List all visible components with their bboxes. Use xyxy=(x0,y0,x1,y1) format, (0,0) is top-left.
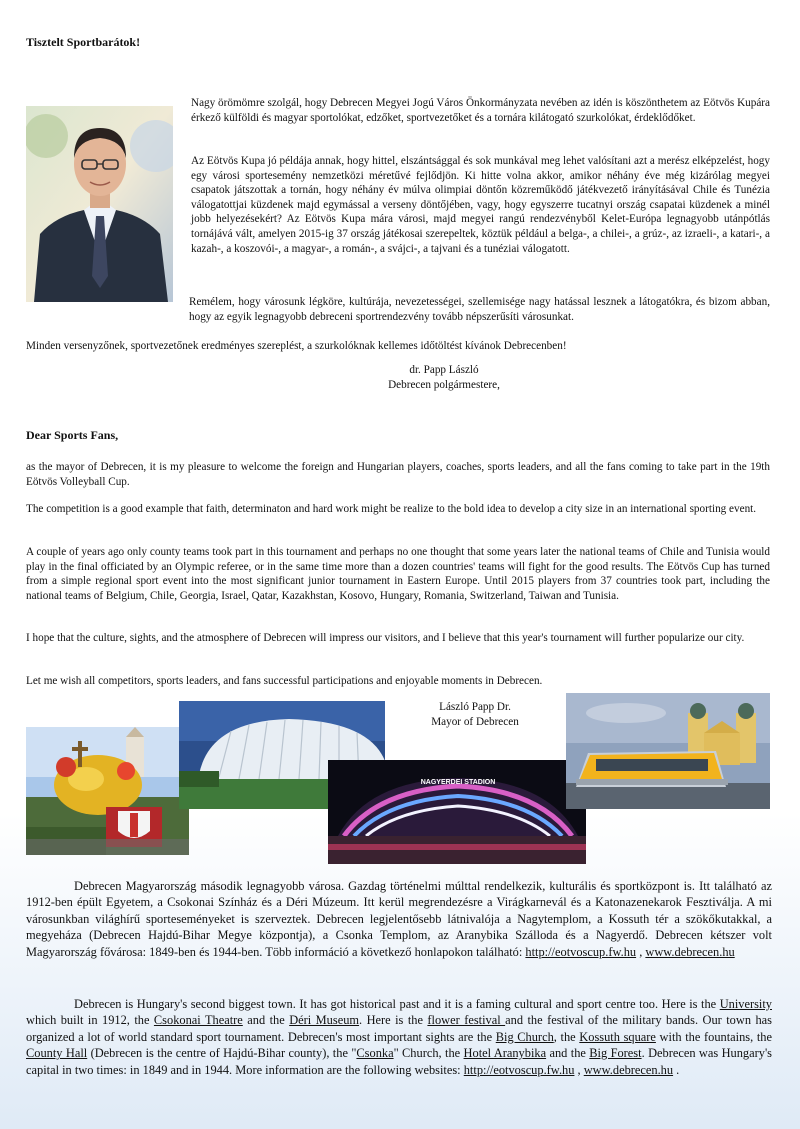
en-greeting: Dear Sports Fans, xyxy=(26,428,119,442)
city-en-t7: with the fountains, the xyxy=(655,1029,773,1044)
big-forest-link[interactable]: Big Forest xyxy=(589,1046,642,1061)
en-paragraph-1: as the mayor of Debrecen, it is my pleasure to welcome the foreign and Hungarian players, coaches, sports leaders, and all the fans coming to take part in the 19th Eötvös Volleyball Cup. xyxy=(26,461,770,488)
county-hall-link[interactable]: County Hall xyxy=(26,1046,88,1061)
city-en-t4: . Here is the xyxy=(359,1013,428,1028)
museum-link[interactable]: Déri Museum xyxy=(289,1013,360,1028)
tram-church-drawing xyxy=(566,693,770,809)
en-signature-name: László Papp Dr. xyxy=(439,701,511,713)
eotvoscup-link-hu[interactable]: http://eotvoscup.fw.hu xyxy=(525,944,637,959)
hu-paragraph-4: Minden versenyzőnek, sportvezetőnek eredményes szereplést, a szurkolóknak kellemes időtöltést kívánok Debrecenben! xyxy=(26,340,567,352)
city-en-t8: (Debrecen is the centre of Hajdú-Bihar county), the " xyxy=(87,1046,357,1061)
flower-carnival-drawing xyxy=(26,727,189,855)
hu-signature-name: dr. Papp László xyxy=(409,364,479,376)
hu-paragraph-1: Nagy örömömre szolgál, hogy Debrecen Megyei Jogú Város Önkormányzata nevében az idén is köszönthetem az Eötvös Kupára érkező külföldi és magyar sportolókat, edzőket, sportvezetőket és a tornára kilátogató szurkolókat, érdeklődőket. xyxy=(191,97,770,124)
city-hu-text: Debrecen Magyarország második legnagyobb városa. Gazdag történelmi múlttal rendelkezik, kulturális és sportközpont is. Itt található az 1912-ben épült Egyetem, a Csokonai Színház és a Déri Múzeum. Itt kerül megrendezésre a Virágkarnevál és a Katonazenekarok Fesztiválja. A mi városunkban világhírű sporteseményeket is szerveztek. Debrecen legjelentősebb látnivalója a Nagytemplom, a Kossuth tér a szökőkutakkal, a megyeháza (Debrecen Hajdú-Bihar Megye központja), a Csonka Templom, az Aranybika Szálloda és a Nagyerdő. Debrecen kétszer volt Magyarország fővárosa: 1849-ben és 1944-ben. Több információ a következő honlapokon található: xyxy=(26,879,772,959)
stadium-night-photo xyxy=(328,760,586,864)
en-signature-title: Mayor of Debrecen xyxy=(431,715,519,728)
city-en-t2: which built in 1912, the xyxy=(26,1013,154,1028)
en-signature xyxy=(400,700,550,729)
en-paragraph-4: I hope that the culture, sights, and the atmosphere of Debrecen will impress our visitors, and I believe that this year's tournament will further popularize our city. xyxy=(26,632,745,644)
hu-signature-title: Debrecen polgármestere, xyxy=(388,378,500,391)
hu-greeting: Tisztelt Sportbarátok! xyxy=(26,35,141,49)
stadium-sign-text: NAGYERDEI STADION xyxy=(420,779,496,786)
city-en-t1: Debrecen is Hungary's second biggest town. It has got historical past and it is a faming cultural and sport centre too. Here is the xyxy=(74,997,720,1011)
hu-paragraph-3: Remélem, hogy városunk légköre, kultúrája, nevezetességei, szellemisége nagy hatással lesznek a látogatókra, és bizom abban, hogy az egyik legnagyobb debreceni sportrendezvény tovább népszerűsíti városunkat. xyxy=(189,296,770,323)
city-en-t10: and the xyxy=(546,1046,590,1061)
city-en-t6: , the xyxy=(553,1029,580,1044)
tram-church-photo xyxy=(566,693,770,809)
mayor-portrait xyxy=(26,106,173,302)
city-en-t11: . Debrecen was Hungary's capital in two times: in 1849 and in 1944. More information are the following websites: xyxy=(26,1046,772,1077)
city-en-t5: and the festival of the military bands. Our town has organized a lot of world standard sport tournament. Debrecen's most important sights are the xyxy=(26,1013,772,1044)
debrecen-link-en[interactable]: www.debrecen.hu xyxy=(583,1062,674,1077)
university-link[interactable]: University xyxy=(719,997,772,1011)
city-en-end: . xyxy=(673,1062,680,1077)
city-en-t3: and the xyxy=(242,1013,290,1028)
en-paragraph-3: A couple of years ago only county teams took part in this tournament and perhaps no one thought that some years later the national teams of Chile and Tunisia would play in the final officiated by an Olympic referee, or in the same time more than a dozen countries' teams will fight for the good results. The Eötvös Cup has turned from a simple regional sport event into the most significant junior tournament in Eastern Europe. Until 2015 players from 37 countries took part, including the national teams of Belgium, Chile, Georgia, Israel, Qatar, Kazakhstan, Kosovo, Hungary, Romania, Switzerland, Taiwan and Tunisia. xyxy=(26,546,770,602)
hotel-aranybika-link[interactable]: Hotel Aranybika xyxy=(463,1046,547,1061)
big-church-link[interactable]: Big Church xyxy=(495,1029,554,1044)
city-description-hu xyxy=(26,878,772,960)
mayor-portrait-drawing xyxy=(26,106,173,302)
kossuth-square-link[interactable]: Kossuth square xyxy=(579,1029,656,1044)
flower-festival-link[interactable]: flower festival xyxy=(427,1013,506,1028)
city-en-separator: , xyxy=(574,1062,584,1077)
city-description-en xyxy=(26,996,772,1078)
city-en-t9: " Church, the xyxy=(393,1046,464,1061)
en-paragraph-5: Let me wish all competitors, sports leaders, and fans successful participations and enjoyable moments in Debrecen. xyxy=(26,675,543,687)
flower-carnival-photo xyxy=(26,727,189,855)
stadium-night-drawing xyxy=(328,760,586,864)
debrecen-link-hu[interactable]: www.debrecen.hu xyxy=(645,944,735,959)
theatre-link[interactable]: Csokonai Theatre xyxy=(153,1013,243,1028)
city-hu-separator: , xyxy=(636,944,646,959)
csonka-link[interactable]: Csonka xyxy=(356,1046,394,1061)
hu-signature xyxy=(354,363,534,392)
eotvoscup-link-en[interactable]: http://eotvoscup.fw.hu xyxy=(463,1062,575,1077)
en-paragraph-2: The competition is a good example that faith, determinaton and hard work might be realize to the bold idea to develop a city size in an international sporting event. xyxy=(26,503,757,515)
hu-paragraph-2: Az Eötvös Kupa jó példája annak, hogy hittel, elszántsággal és sok munkával meg lehet valósítani azt a merész elképzelést, hogy egy városi sportesemény nemzetközi méretűvé fejlődjön. Ki hitte volna akkor, amikor néhány éve még kizárólag megyei csapatok játszottak a tornán, hogy néhány év múlva olimpiai döntőn közreműködő játékvezető irányításával Chile és Tunézia válogatottjai küzdenek majd egymással a verseny döntőjében, vagy, hogy egyszerre tucatnyi ország csapatai küzdenek a minél jobb helyezésekért? Az Eötvös Kupa mára városi, majd megyei rangú rendezvényből Kelet-Európa legnagyobb utánpótlás tornájává vált, amelyen 2015-ig 37 ország játékosai szerepeltek, köztük például a belga-, a chilei-, a grúz-, az izraeli-, a katari-, a kazah-, a koszovói-, a magyar-, a román-, a svájci-, a tajvani és a tunéziai válogatott. xyxy=(191,155,770,255)
